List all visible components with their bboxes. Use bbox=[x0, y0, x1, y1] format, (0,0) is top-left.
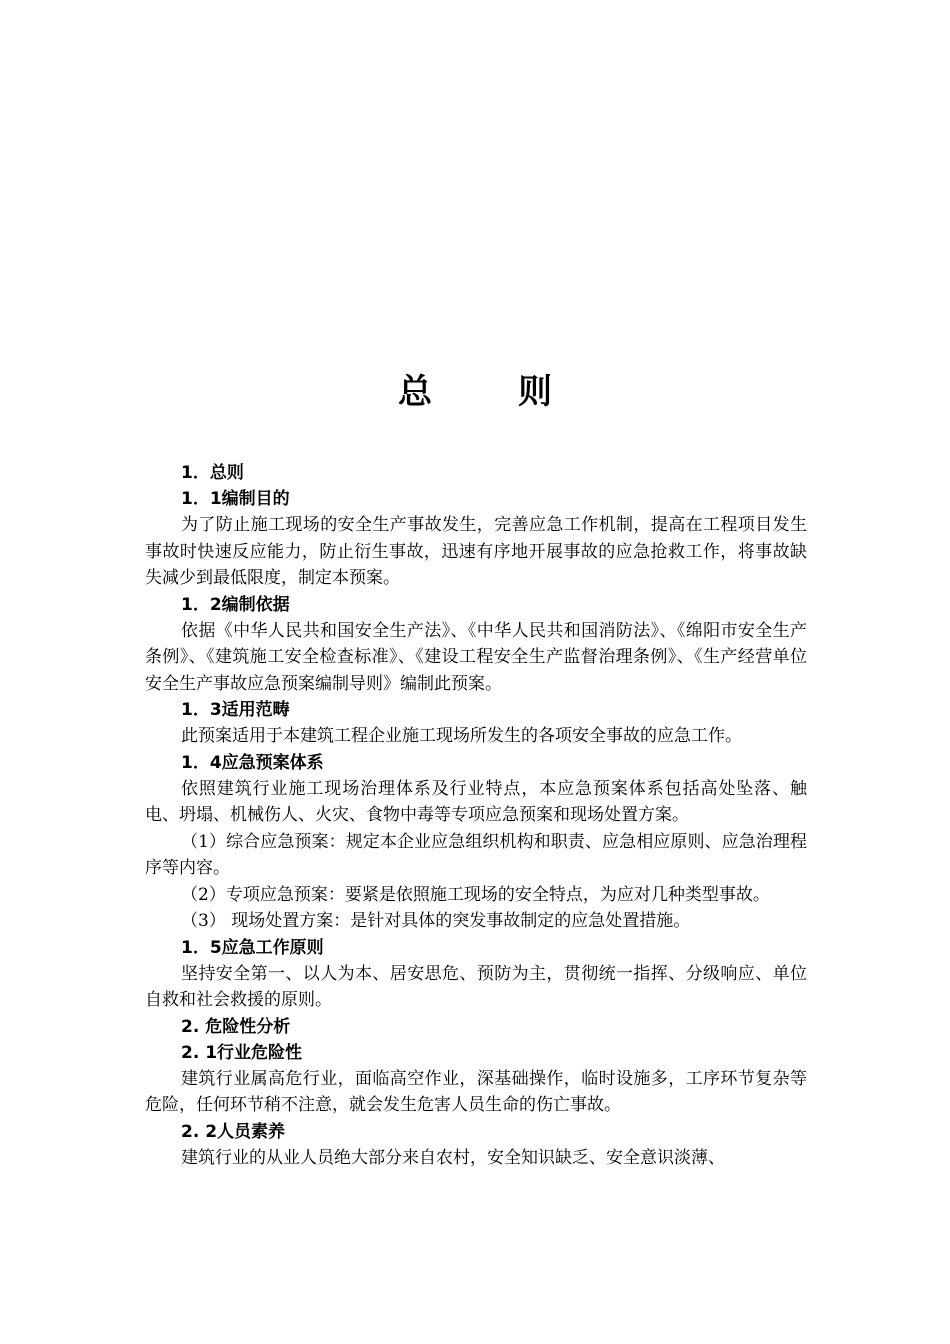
section-heading: 1．总则 bbox=[181, 463, 244, 483]
section-heading: 2. 1行业危险性 bbox=[181, 1042, 303, 1063]
paragraph: 坚持安全第一、以人为本、居安思危、预防为主，贯彻统一指挥、分级响应、单位自救和社会救援的原则。 bbox=[145, 963, 807, 1010]
section-heading: 1．4应急预案体系 bbox=[181, 752, 324, 773]
paragraph: 此预案适用于本建筑工程企业施工现场所发生的各项安全事故的应急工作。 bbox=[181, 726, 742, 746]
section-heading: 1．3适用范畴 bbox=[181, 700, 290, 720]
paragraph: 为了防止施工现场的安全生产事故发生，完善应急工作机制，提高在工程项目发生事故时快速反应能力，防止衍生事故，迅速有序地开展事故的应急抢救工作，将事故缺失减少到最低限度，制定本预案。 bbox=[145, 515, 807, 588]
section-heading: 2. 2人员素养 bbox=[181, 1121, 286, 1142]
paragraph: 建筑行业属高危行业，面临高空作业，深基础操作，临时设施多，工序环节复杂等危险，任何环节稍不注意，就会发生危害人员生命的伤亡事故。 bbox=[145, 1068, 807, 1115]
paragraph: 依照建筑行业施工现场治理体系及行业特点，本应急预案体系包括高处坠落、触电、坍塌、机械伤人、火灾、食物中毒等专项应急预案和现场处置方案。 bbox=[145, 778, 807, 825]
paragraph: （3） 现场处置方案：是针对具体的突发事故制定的应急处置措施。 bbox=[181, 911, 691, 931]
paragraph: （1）综合应急预案：规定本企业应急组织机构和职责、应急相应原则、应急治理程序等内容。 bbox=[145, 831, 807, 878]
section-heading: 1．5应急工作原则 bbox=[181, 937, 324, 958]
title-char-2: 则 bbox=[518, 372, 552, 412]
section-heading: 1．1编制目的 bbox=[181, 489, 290, 509]
paragraph: （2）专项应急预案：要紧是依照施工现场的安全特点，为应对几种类型事故。 bbox=[181, 884, 770, 905]
paragraph: 建筑行业的从业人员绝大部分来自农村，安全知识缺乏、安全意识淡薄、 bbox=[181, 1147, 725, 1168]
section-heading: 1．2编制依据 bbox=[181, 594, 290, 615]
section-heading: 2. 危险性分析 bbox=[181, 1016, 291, 1037]
document-body bbox=[145, 460, 807, 1171]
page-title bbox=[0, 364, 950, 413]
paragraph: 依据《中华人民共和国安全生产法》、《中华人民共和国消防法》、《绵阳市安全生产条例》、《建筑施工安全检查标准》、《建设工程安全生产监督治理条例》、《生产经营单位安全生产事故应急预案编制导则》编制此预案。 bbox=[145, 620, 807, 694]
title-char-1: 总 bbox=[398, 372, 432, 412]
